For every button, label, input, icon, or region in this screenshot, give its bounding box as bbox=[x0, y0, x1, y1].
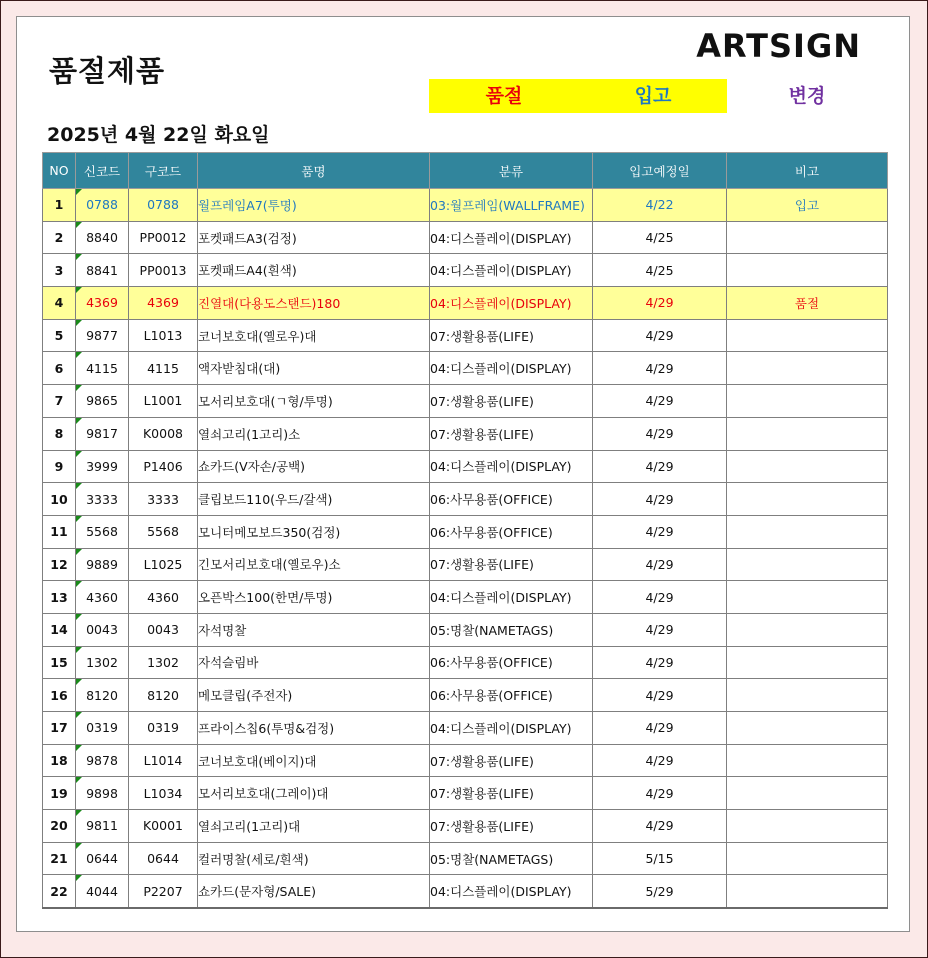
sheet bbox=[16, 16, 910, 932]
cell-note[interactable]: 입고 bbox=[727, 189, 888, 222]
cell-due-date[interactable]: 4/29 bbox=[593, 385, 727, 418]
cell-note[interactable] bbox=[727, 221, 888, 254]
cell-note[interactable] bbox=[727, 613, 888, 646]
cell-old-code[interactable]: 0788 bbox=[129, 189, 198, 222]
cell-old-code[interactable]: 0043 bbox=[129, 613, 198, 646]
cell-no[interactable]: 4 bbox=[43, 287, 76, 320]
cell-note[interactable] bbox=[727, 450, 888, 483]
cell-old-code[interactable]: L1013 bbox=[129, 319, 198, 352]
cell-category[interactable]: 07:생활용품(LIFE) bbox=[430, 744, 593, 777]
report-date: 2025년 4월 22일 화요일 bbox=[47, 124, 270, 146]
cell-old-code[interactable]: 4115 bbox=[129, 352, 198, 385]
col-header-category[interactable]: 분류 bbox=[430, 153, 593, 189]
cell-new-code[interactable]: 9865 bbox=[76, 385, 129, 418]
cell-due-date[interactable]: 4/29 bbox=[593, 613, 727, 646]
table-row bbox=[43, 613, 888, 646]
cell-note[interactable] bbox=[727, 319, 888, 352]
cell-old-code[interactable]: 4360 bbox=[129, 581, 198, 614]
cell-note[interactable] bbox=[727, 385, 888, 418]
cell-new-code[interactable]: 8840 bbox=[76, 221, 129, 254]
cell-due-date[interactable]: 4/25 bbox=[593, 254, 727, 287]
cell-product-name[interactable]: 액자받침대(대) bbox=[198, 352, 430, 385]
cell-due-date[interactable]: 4/29 bbox=[593, 646, 727, 679]
cell-note[interactable] bbox=[727, 581, 888, 614]
cell-category[interactable]: 07:생활용품(LIFE) bbox=[430, 810, 593, 843]
cell-no[interactable]: 12 bbox=[43, 548, 76, 581]
cell-old-code[interactable]: 8120 bbox=[129, 679, 198, 712]
table-row bbox=[43, 744, 888, 777]
cell-note[interactable] bbox=[727, 417, 888, 450]
cell-no[interactable]: 21 bbox=[43, 842, 76, 875]
cell-old-code[interactable]: 0644 bbox=[129, 842, 198, 875]
cell-product-name[interactable]: 코너보호대(베이지)대 bbox=[198, 744, 430, 777]
cell-category[interactable]: 05:명찰(NAMETAGS) bbox=[430, 613, 593, 646]
cell-old-code[interactable]: 1302 bbox=[129, 646, 198, 679]
page-title: 품절제품 bbox=[49, 54, 166, 88]
table-row bbox=[43, 777, 888, 810]
cell-old-code[interactable]: 0319 bbox=[129, 712, 198, 745]
cell-no[interactable]: 10 bbox=[43, 483, 76, 516]
cell-old-code[interactable]: 4369 bbox=[129, 287, 198, 320]
cell-due-date[interactable]: 4/25 bbox=[593, 221, 727, 254]
cell-old-code[interactable]: L1014 bbox=[129, 744, 198, 777]
table-row bbox=[43, 254, 888, 287]
cell-due-date[interactable]: 4/29 bbox=[593, 548, 727, 581]
cell-note[interactable] bbox=[727, 842, 888, 875]
cell-due-date[interactable]: 4/29 bbox=[593, 679, 727, 712]
cell-product-name[interactable]: 진열대(다용도스탠드)180 bbox=[198, 287, 430, 320]
cell-note[interactable] bbox=[727, 875, 888, 908]
cell-product-name[interactable]: 열쇠고리(1고리)소 bbox=[198, 417, 430, 450]
cell-category[interactable]: 07:생활용품(LIFE) bbox=[430, 548, 593, 581]
cell-note[interactable] bbox=[727, 254, 888, 287]
legend-out-of-stock: 품절 bbox=[429, 79, 579, 113]
cell-new-code[interactable]: 3333 bbox=[76, 483, 129, 516]
cell-category[interactable]: 05:명찰(NAMETAGS) bbox=[430, 842, 593, 875]
table-row bbox=[43, 221, 888, 254]
cell-old-code[interactable]: K0001 bbox=[129, 810, 198, 843]
legend-change: 변경 bbox=[727, 79, 887, 113]
cell-note[interactable] bbox=[727, 744, 888, 777]
cell-no[interactable]: 19 bbox=[43, 777, 76, 810]
table-row bbox=[43, 189, 888, 222]
cell-old-code[interactable]: L1025 bbox=[129, 548, 198, 581]
cell-due-date[interactable]: 5/15 bbox=[593, 842, 727, 875]
table-row bbox=[43, 483, 888, 516]
cell-old-code[interactable]: K0008 bbox=[129, 417, 198, 450]
cell-new-code[interactable]: 8120 bbox=[76, 679, 129, 712]
cell-product-name[interactable]: 메모클립(주전자) bbox=[198, 679, 430, 712]
cell-due-date[interactable]: 4/29 bbox=[593, 810, 727, 843]
cell-no[interactable]: 17 bbox=[43, 712, 76, 745]
cell-old-code[interactable]: 5568 bbox=[129, 515, 198, 548]
cell-category[interactable]: 07:생활용품(LIFE) bbox=[430, 417, 593, 450]
cell-new-code[interactable]: 5568 bbox=[76, 515, 129, 548]
cell-product-name[interactable]: 모서리보호대(그레이)대 bbox=[198, 777, 430, 810]
cell-product-name[interactable]: 컬러명찰(세로/흰색) bbox=[198, 842, 430, 875]
cell-new-code[interactable]: 0788 bbox=[76, 189, 129, 222]
cell-new-code[interactable]: 4115 bbox=[76, 352, 129, 385]
cell-no[interactable]: 13 bbox=[43, 581, 76, 614]
table-header-row bbox=[43, 153, 888, 189]
cell-product-name[interactable]: 모니터메모보드350(검정) bbox=[198, 515, 430, 548]
cell-due-date[interactable]: 4/29 bbox=[593, 352, 727, 385]
cell-note[interactable] bbox=[727, 777, 888, 810]
cell-no[interactable]: 18 bbox=[43, 744, 76, 777]
cell-category[interactable]: 04:디스플레이(DISPLAY) bbox=[430, 712, 593, 745]
cell-old-code[interactable]: PP0012 bbox=[129, 221, 198, 254]
legend-restock: 입고 bbox=[579, 79, 727, 113]
product-table bbox=[42, 152, 888, 909]
cell-new-code[interactable]: 0319 bbox=[76, 712, 129, 745]
cell-product-name[interactable]: 열쇠고리(1고리)대 bbox=[198, 810, 430, 843]
table-row bbox=[43, 646, 888, 679]
cell-product-name[interactable]: 클립보드110(우드/갈색) bbox=[198, 483, 430, 516]
cell-category[interactable]: 07:생활용품(LIFE) bbox=[430, 319, 593, 352]
cell-no[interactable]: 7 bbox=[43, 385, 76, 418]
cell-new-code[interactable]: 3999 bbox=[76, 450, 129, 483]
cell-due-date[interactable]: 5/29 bbox=[593, 875, 727, 908]
cell-no[interactable]: 2 bbox=[43, 221, 76, 254]
cell-due-date[interactable]: 4/29 bbox=[593, 417, 727, 450]
cell-no[interactable]: 1 bbox=[43, 189, 76, 222]
cell-no[interactable]: 15 bbox=[43, 646, 76, 679]
status-legend bbox=[429, 79, 887, 113]
cell-due-date[interactable]: 4/29 bbox=[593, 287, 727, 320]
cell-product-name[interactable]: 포켓패드A3(검정) bbox=[198, 221, 430, 254]
cell-due-date[interactable]: 4/29 bbox=[593, 712, 727, 745]
cell-category[interactable]: 04:디스플레이(DISPLAY) bbox=[430, 581, 593, 614]
cell-product-name[interactable]: 포켓패드A4(흰색) bbox=[198, 254, 430, 287]
cell-new-code[interactable]: 4360 bbox=[76, 581, 129, 614]
cell-new-code[interactable]: 9817 bbox=[76, 417, 129, 450]
cell-new-code[interactable]: 9878 bbox=[76, 744, 129, 777]
cell-no[interactable]: 8 bbox=[43, 417, 76, 450]
cell-note[interactable] bbox=[727, 548, 888, 581]
brand-logo: ARTSIGN bbox=[696, 27, 861, 65]
col-header-new-code[interactable]: 신코드 bbox=[76, 153, 129, 189]
cell-category[interactable]: 06:사무용품(OFFICE) bbox=[430, 679, 593, 712]
table-row bbox=[43, 417, 888, 450]
table-row bbox=[43, 352, 888, 385]
cell-no[interactable]: 20 bbox=[43, 810, 76, 843]
cell-product-name[interactable]: 모서리보호대(ㄱ형/투명) bbox=[198, 385, 430, 418]
cell-note[interactable] bbox=[727, 352, 888, 385]
cell-due-date[interactable]: 4/29 bbox=[593, 515, 727, 548]
table-row bbox=[43, 515, 888, 548]
cell-old-code[interactable]: P2207 bbox=[129, 875, 198, 908]
cell-category[interactable]: 03:월프레임(WALLFRAME) bbox=[430, 189, 593, 222]
cell-product-name[interactable]: 오픈박스100(한면/투명) bbox=[198, 581, 430, 614]
table-row bbox=[43, 712, 888, 745]
cell-product-name[interactable]: 쇼카드(V자손/공백) bbox=[198, 450, 430, 483]
table-row bbox=[43, 548, 888, 581]
cell-no[interactable]: 16 bbox=[43, 679, 76, 712]
cell-note[interactable] bbox=[727, 646, 888, 679]
cell-no[interactable]: 22 bbox=[43, 875, 76, 908]
table-row bbox=[43, 581, 888, 614]
col-header-due-date[interactable]: 입고예정일 bbox=[593, 153, 727, 189]
cell-new-code[interactable]: 0043 bbox=[76, 613, 129, 646]
col-header-no[interactable]: NO bbox=[43, 153, 76, 189]
cell-product-name[interactable]: 자석슬림바 bbox=[198, 646, 430, 679]
table-row bbox=[43, 450, 888, 483]
table-row bbox=[43, 385, 888, 418]
cell-product-name[interactable]: 프라이스칩6(투명&검정) bbox=[198, 712, 430, 745]
col-header-product-name[interactable]: 품명 bbox=[198, 153, 430, 189]
cell-no[interactable]: 14 bbox=[43, 613, 76, 646]
cell-old-code[interactable]: P1406 bbox=[129, 450, 198, 483]
cell-due-date[interactable]: 4/29 bbox=[593, 777, 727, 810]
cell-new-code[interactable]: 9898 bbox=[76, 777, 129, 810]
cell-category[interactable]: 07:생활용품(LIFE) bbox=[430, 777, 593, 810]
col-header-old-code[interactable]: 구코드 bbox=[129, 153, 198, 189]
cell-category[interactable]: 04:디스플레이(DISPLAY) bbox=[430, 450, 593, 483]
cell-category[interactable]: 04:디스플레이(DISPLAY) bbox=[430, 875, 593, 908]
cell-category[interactable]: 04:디스플레이(DISPLAY) bbox=[430, 254, 593, 287]
table-row bbox=[43, 810, 888, 843]
cell-note[interactable] bbox=[727, 810, 888, 843]
cell-note[interactable] bbox=[727, 483, 888, 516]
cell-note[interactable] bbox=[727, 712, 888, 745]
cell-due-date[interactable]: 4/29 bbox=[593, 581, 727, 614]
cell-due-date[interactable]: 4/29 bbox=[593, 744, 727, 777]
cell-category[interactable]: 06:사무용품(OFFICE) bbox=[430, 483, 593, 516]
cell-category[interactable]: 04:디스플레이(DISPLAY) bbox=[430, 287, 593, 320]
cell-category[interactable]: 04:디스플레이(DISPLAY) bbox=[430, 352, 593, 385]
cell-new-code[interactable]: 4044 bbox=[76, 875, 129, 908]
cell-category[interactable]: 06:사무용품(OFFICE) bbox=[430, 515, 593, 548]
cell-category[interactable]: 04:디스플레이(DISPLAY) bbox=[430, 221, 593, 254]
cell-category[interactable]: 07:생활용품(LIFE) bbox=[430, 385, 593, 418]
table-row bbox=[43, 287, 888, 320]
cell-no[interactable]: 5 bbox=[43, 319, 76, 352]
cell-due-date[interactable]: 4/29 bbox=[593, 450, 727, 483]
cell-new-code[interactable]: 4369 bbox=[76, 287, 129, 320]
cell-product-name[interactable]: 쇼카드(문자형/SALE) bbox=[198, 875, 430, 908]
table-row bbox=[43, 679, 888, 712]
cell-new-code[interactable]: 9811 bbox=[76, 810, 129, 843]
cell-product-name[interactable]: 코너보호대(옐로우)대 bbox=[198, 319, 430, 352]
cell-no[interactable]: 3 bbox=[43, 254, 76, 287]
cell-no[interactable]: 11 bbox=[43, 515, 76, 548]
table-row bbox=[43, 319, 888, 352]
cell-new-code[interactable]: 1302 bbox=[76, 646, 129, 679]
table-row bbox=[43, 842, 888, 875]
cell-product-name[interactable]: 월프레임A7(투명) bbox=[198, 189, 430, 222]
cell-product-name[interactable]: 긴모서리보호대(옐로우)소 bbox=[198, 548, 430, 581]
cell-due-date[interactable]: 4/29 bbox=[593, 483, 727, 516]
cell-old-code[interactable]: PP0013 bbox=[129, 254, 198, 287]
cell-new-code[interactable]: 9877 bbox=[76, 319, 129, 352]
cell-no[interactable]: 6 bbox=[43, 352, 76, 385]
cell-old-code[interactable]: 3333 bbox=[129, 483, 198, 516]
cell-old-code[interactable]: L1001 bbox=[129, 385, 198, 418]
cell-product-name[interactable]: 자석명찰 bbox=[198, 613, 430, 646]
col-header-note[interactable]: 비고 bbox=[727, 153, 888, 189]
cell-new-code[interactable]: 9889 bbox=[76, 548, 129, 581]
cell-note[interactable]: 품절 bbox=[727, 287, 888, 320]
cell-note[interactable] bbox=[727, 515, 888, 548]
cell-new-code[interactable]: 8841 bbox=[76, 254, 129, 287]
table-row bbox=[43, 875, 888, 908]
cell-old-code[interactable]: L1034 bbox=[129, 777, 198, 810]
cell-due-date[interactable]: 4/22 bbox=[593, 189, 727, 222]
cell-due-date[interactable]: 4/29 bbox=[593, 319, 727, 352]
cell-category[interactable]: 06:사무용품(OFFICE) bbox=[430, 646, 593, 679]
cell-note[interactable] bbox=[727, 679, 888, 712]
cell-no[interactable]: 9 bbox=[43, 450, 76, 483]
cell-new-code[interactable]: 0644 bbox=[76, 842, 129, 875]
